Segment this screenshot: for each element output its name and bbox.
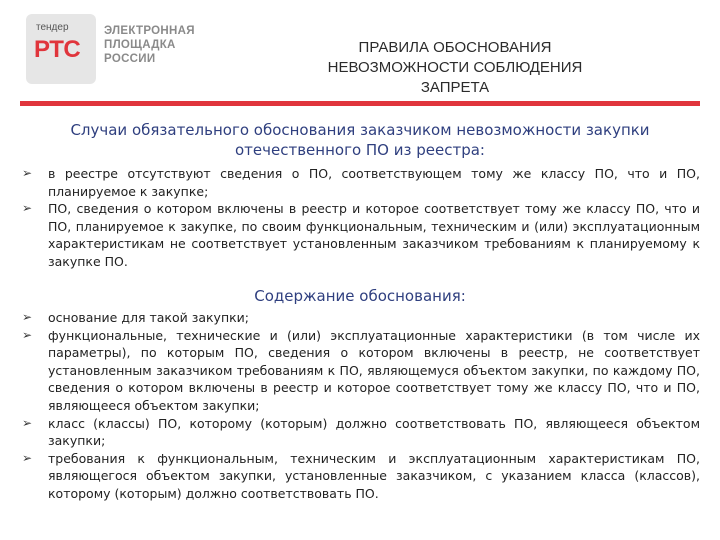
logo-caption [104, 24, 195, 66]
logo-caption-line3: РОССИИ [104, 53, 156, 65]
logo-caption-line2: ПЛОЩАДКА [104, 39, 176, 51]
list-item-text: ПО, сведения о котором включены в реестр и которое соответствует тому же классу ПО, что и ПО, планируемое к закупке, по своим функциональным, техническим и (или) эксплуатационным характеристикам не соответствует установленным заказчиком требованиям к планируемому к закупке ПО. [48, 201, 700, 269]
arrow-bullet-icon: ➢ [22, 201, 33, 216]
list-item [20, 309, 700, 327]
arrow-bullet-icon: ➢ [22, 415, 33, 430]
arrow-bullet-icon: ➢ [22, 166, 33, 180]
list-item-text: требования к функциональным, техническим и эксплуатационным характеристикам ПО, являющегося объектом закупки, установленные заказчиком, с указанием класса (классов), которому (которым) должно соответствовать ПО. [48, 450, 700, 501]
arrow-bullet-icon: ➢ [22, 310, 33, 324]
page-title [240, 38, 670, 98]
contents-list [20, 309, 700, 503]
section-heading-contents [20, 286, 700, 306]
list-item [20, 200, 700, 270]
section-heading-cases [20, 120, 700, 160]
list-item [20, 327, 700, 415]
section-heading-contents-text: Содержание обоснования: [254, 287, 466, 305]
list-item-text: класс (классы) ПО, которому (которым) должно соответствовать ПО, являющееся объектом закупки; [48, 415, 700, 449]
section-heading-cases-line1: Случаи обязательного обоснования заказчиком невозможности закупки [70, 121, 650, 139]
logo-rts-text: РТС [34, 36, 81, 63]
logo-tender-text: тендер [36, 22, 69, 33]
page-title-line2: НЕВОЗМОЖНОСТИ СОБЛЮДЕНИЯ [327, 59, 583, 76]
section-heading-cases-line2: отечественного ПО из реестра: [235, 141, 485, 159]
logo-caption-line1: ЭЛЕКТРОННАЯ [104, 25, 195, 37]
logo-badge [26, 14, 96, 84]
list-item-text: основание для такой закупки; [48, 310, 250, 325]
list-item-text: в реестре отсутствуют сведения о ПО, соответствующем тому же классу ПО, что и ПО, планируемое к закупке; [48, 166, 700, 199]
list-item [20, 415, 700, 450]
list-item-text: функциональные, технические и (или) эксплуатационные характеристики (в том числе их параметры), по которым ПО, сведения о котором включены в реестр, не соответствует установленным заказчиком требованиям к ПО, являющемуся объектом закупки, по каждому ПО, сведения о котором включены в реестр и которое соответствует тому же классу ПО, что и ПО, являющееся объектом закупки; [48, 327, 700, 413]
arrow-bullet-icon: ➢ [22, 450, 33, 465]
page-title-line3: ЗАПРЕТА [420, 79, 490, 96]
list-item [20, 165, 700, 200]
page-title-line1: ПРАВИЛА ОБОСНОВАНИЯ [358, 39, 552, 56]
logo [26, 14, 216, 84]
list-item [20, 450, 700, 503]
cases-list [20, 165, 700, 271]
arrow-bullet-icon: ➢ [22, 327, 33, 342]
header-divider [20, 101, 700, 106]
